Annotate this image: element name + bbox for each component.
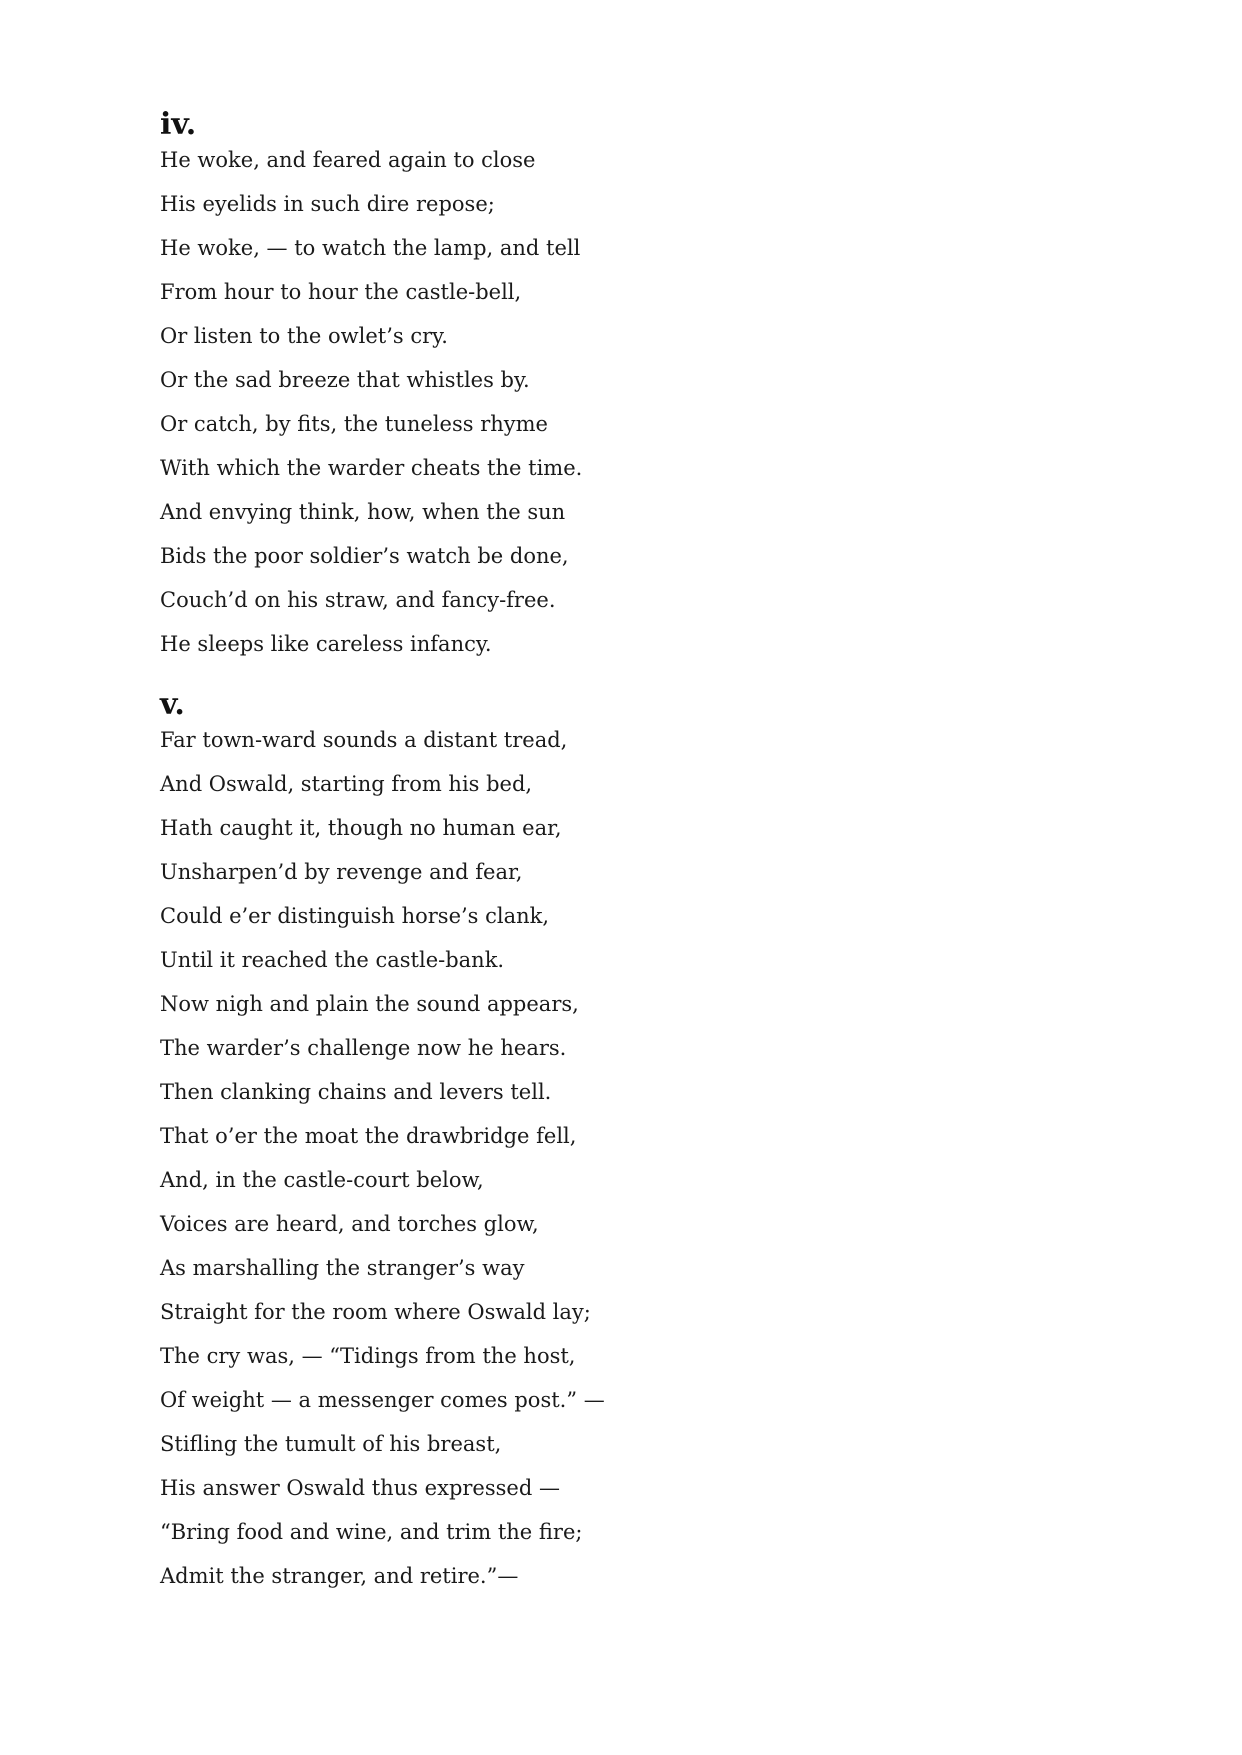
- poem-line: Straight for the room where Oswald lay;: [160, 1300, 591, 1324]
- stanza-v: [160, 688, 1060, 1598]
- poem-line: Unsharpen’d by revenge and fear,: [160, 860, 523, 884]
- poem-line: Bids the poor soldier’s watch be done,: [160, 544, 569, 568]
- poem-line: Of weight — a messenger comes post.” —: [160, 1388, 605, 1412]
- poem-line: Hath caught it, though no human ear,: [160, 816, 562, 840]
- poem-line: And envying think, how, when the sun: [160, 500, 566, 524]
- poem-line: The cry was, — “Tidings from the host,: [160, 1344, 576, 1368]
- poem-line: Or catch, by fits, the tuneless rhyme: [160, 412, 548, 436]
- poem-line: Far town-ward sounds a distant tread,: [160, 728, 568, 752]
- poem-line: Admit the stranger, and retire.”—: [160, 1564, 519, 1588]
- poem-line: He woke, — to watch the lamp, and tell: [160, 236, 581, 260]
- poem-line: Stifling the tumult of his breast,: [160, 1432, 502, 1456]
- poem-line: And, in the castle-court below,: [160, 1168, 484, 1192]
- stanza-iv: [160, 108, 1060, 666]
- poem-line: He woke, and feared again to close: [160, 148, 536, 172]
- poem-line: His eyelids in such dire repose;: [160, 192, 495, 216]
- poem-line: “Bring food and wine, and trim the fire;: [160, 1520, 583, 1544]
- poem-line: With which the warder cheats the time.: [160, 456, 583, 480]
- poem-line: Or listen to the owlet’s cry.: [160, 324, 448, 348]
- poem-line: As marshalling the stranger’s way: [160, 1256, 525, 1280]
- poem-line: Until it reached the castle-bank.: [160, 948, 505, 972]
- poem-line: Couch’d on his straw, and fancy-free.: [160, 588, 556, 612]
- poem-line: From hour to hour the castle-bell,: [160, 280, 522, 304]
- poem-page: [160, 108, 1060, 1598]
- poem-line: Voices are heard, and torches glow,: [160, 1212, 539, 1236]
- poem-line: That o’er the moat the drawbridge fell,: [160, 1124, 577, 1148]
- poem-line: His answer Oswald thus expressed —: [160, 1476, 560, 1500]
- stanza-heading: iv.: [160, 107, 197, 142]
- poem-line: Then clanking chains and levers tell.: [160, 1080, 552, 1104]
- poem-line: Or the sad breeze that whistles by.: [160, 368, 530, 392]
- poem-line: Could e’er distinguish horse’s clank,: [160, 904, 550, 928]
- poem-line: The warder’s challenge now he hears.: [160, 1036, 567, 1060]
- stanza-heading: v.: [160, 687, 185, 722]
- poem-line: He sleeps like careless infancy.: [160, 632, 492, 656]
- poem-line: Now nigh and plain the sound appears,: [160, 992, 579, 1016]
- poem-line: And Oswald, starting from his bed,: [160, 772, 533, 796]
